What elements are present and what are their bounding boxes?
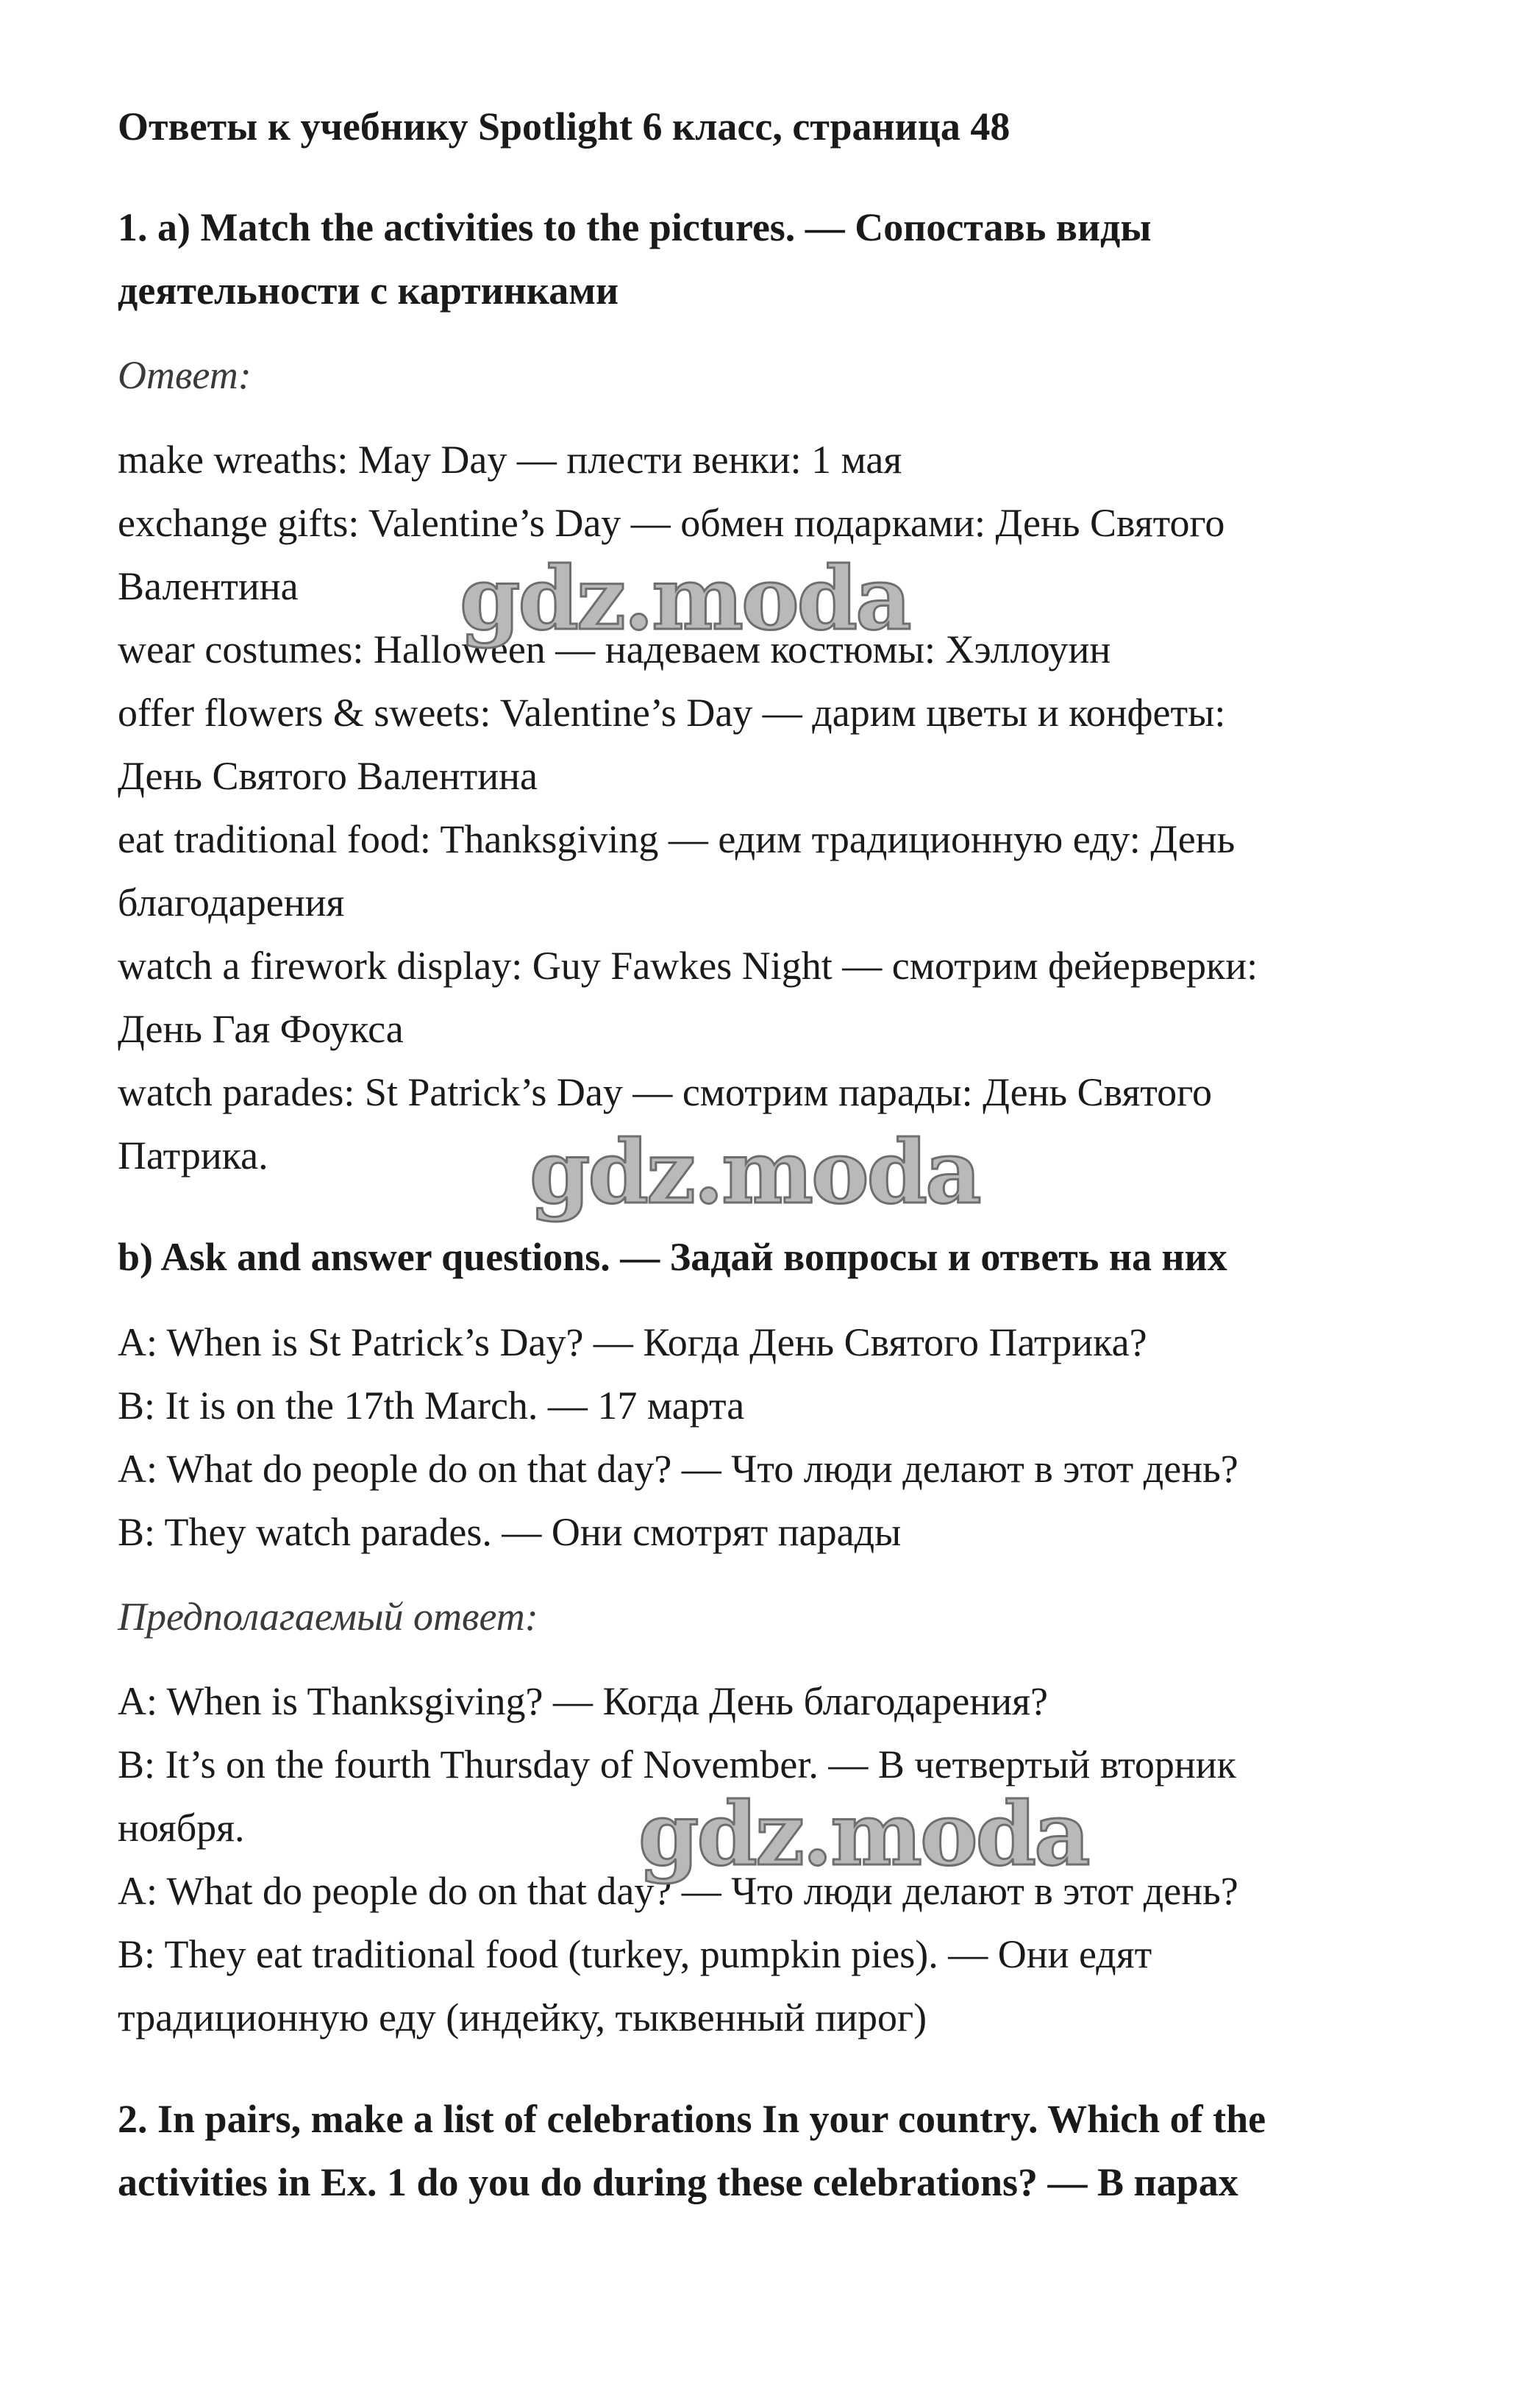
suggested-answer-label: Предполагаемый ответ: xyxy=(118,1595,538,1639)
answer-line: Патрика. xyxy=(118,1133,268,1178)
watermark-logo: gdz.moda xyxy=(460,547,910,649)
suggested-line: A: When is Thanksgiving? — Когда День благодарения? xyxy=(118,1679,1048,1723)
suggested-line: A: What do people do on that day? — Что люди делают в этот день? xyxy=(118,1869,1238,1913)
watermark-logo: gdz.moda xyxy=(530,1121,980,1223)
dialog-line: B: It is on the 17th March. — 17 марта xyxy=(118,1383,745,1428)
answer-line: eat traditional food: Thanksgiving — едим традиционную еду: День xyxy=(118,817,1236,861)
page-title: Ответы к учебнику Spotlight 6 класс, страница 48 xyxy=(118,104,1010,149)
answer-line: watch parades: St Patrick’s Day — смотрим парады: День Святого xyxy=(118,1070,1212,1114)
answer-label: Ответ: xyxy=(118,353,252,397)
section2-heading-line2: activities in Ex. 1 do you do during these celebrations? — В парах xyxy=(118,2160,1238,2204)
answer-line: Валентина xyxy=(118,564,299,608)
answer-line: make wreaths: May Day — плести венки: 1 мая xyxy=(118,438,902,482)
suggested-line: ноября. xyxy=(118,1806,245,1850)
suggested-line: традиционную еду (индейку, тыквенный пирог) xyxy=(118,1995,927,2040)
section2-heading-line1: 2. In pairs, make a list of celebrations In your country. Which of the xyxy=(118,2097,1266,2141)
suggested-line: B: They eat traditional food (turkey, pumpkin pies). — Они едят xyxy=(118,1932,1152,1976)
answer-line: День Святого Валентина xyxy=(118,754,538,798)
section1-heading-line1: 1. a) Match the activities to the pictures. — Сопоставь виды xyxy=(118,205,1152,249)
dialog-line: B: They watch parades. — Они смотрят парады xyxy=(118,1510,902,1554)
answer-line: exchange gifts: Valentine’s Day — обмен подарками: День Святого xyxy=(118,501,1225,545)
watermark-logo: gdz.moda xyxy=(638,1783,1088,1885)
dialog-line: A: When is St Patrick’s Day? — Когда День Святого Патрика? xyxy=(118,1320,1147,1364)
answer-line: watch a firework display: Guy Fawkes Night — смотрим фейерверки: xyxy=(118,944,1258,988)
answer-line: wear costumes: Halloween — надеваем костюмы: Хэллоуин xyxy=(118,627,1111,672)
answer-line: День Гая Фоукса xyxy=(118,1007,404,1051)
dialog-line: A: What do people do on that day? — Что люди делают в этот день? xyxy=(118,1447,1238,1491)
section1b-heading: b) Ask and answer questions. — Задай вопросы и ответь на них xyxy=(118,1235,1227,1279)
answer-line: offer flowers & sweets: Valentine’s Day — дарим цветы и конфеты: xyxy=(118,691,1226,735)
answer-line: благодарения xyxy=(118,880,345,925)
section1-heading-line2: деятельности с картинками xyxy=(118,268,619,313)
suggested-line: B: It’s on the fourth Thursday of November. — В четвертый вторник xyxy=(118,1742,1236,1787)
